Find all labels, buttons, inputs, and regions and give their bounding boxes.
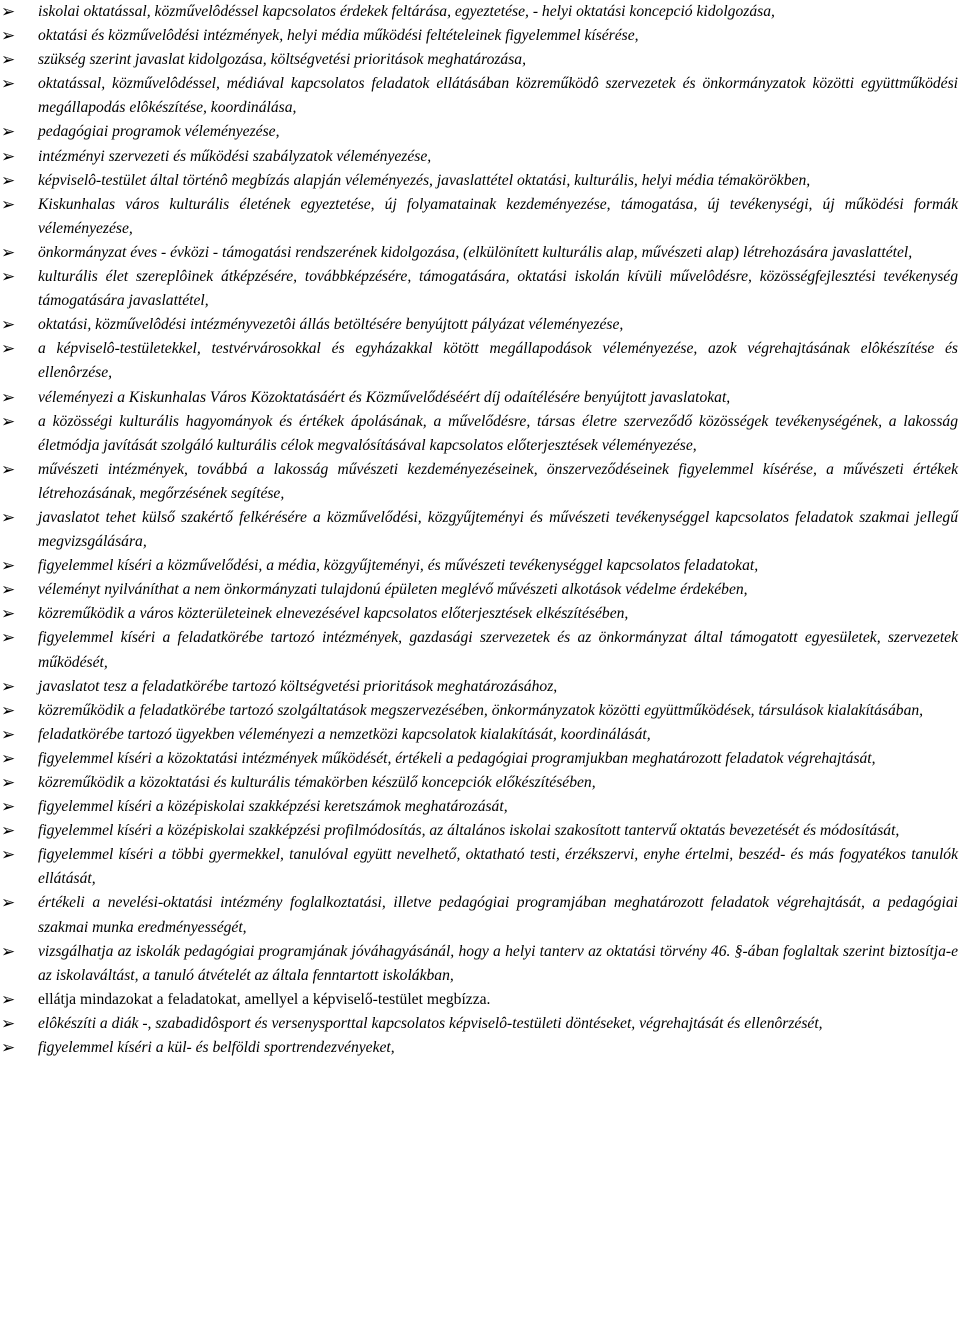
arrow-bullet-icon: ➢ <box>1 821 16 842</box>
list-item-text: figyelemmel kíséri a kül- és belföldi sportrendezvényeket, <box>38 1039 395 1057</box>
list-item-text: képviselô-testület által történô megbízás alapján véleményezés, javaslattétel oktatási, kulturális, helyi média témakörökben, <box>38 171 811 189</box>
list-item <box>0 410 958 458</box>
list-item-text: iskolai oktatással, közművelôdéssel kapcsolatos érdekek feltárása, egyeztetése, - helyi oktatási koncepció kidolgozása, <box>38 3 775 20</box>
list-item <box>0 891 958 939</box>
list-item <box>0 386 958 410</box>
list-item <box>0 313 958 337</box>
arrow-bullet-icon: ➢ <box>1 242 16 263</box>
arrow-bullet-icon: ➢ <box>1 74 16 95</box>
list-item <box>0 675 958 699</box>
arrow-bullet-icon: ➢ <box>1 2 16 22</box>
list-item-text: figyelemmel kíséri a közművelődési, a média, közgyűjteményi, és művészeti tevékenységgel kapcsolatos feladatokat, <box>38 557 759 575</box>
list-item <box>0 795 958 819</box>
list-item <box>0 0 958 24</box>
arrow-bullet-icon: ➢ <box>1 748 16 769</box>
arrow-bullet-icon: ➢ <box>1 989 16 1010</box>
list-item <box>0 602 958 626</box>
list-item-text: ellátja mindazokat a feladatokat, amellyel a képviselő-testület megbízza. <box>38 990 491 1008</box>
list-item-text: véleményezi a Kiskunhalas Város Közoktatásáért és Közművelődéséért díj odaítélésére benyújtott javaslatokat, <box>38 388 731 406</box>
list-item <box>0 723 958 747</box>
list-item <box>0 626 958 674</box>
list-item-text: figyelemmel kíséri a közoktatási intézmények működését, értékeli a pedagógiai programjukban meghatározott feladatok végrehajtását, <box>38 749 876 767</box>
list-item <box>0 265 958 313</box>
arrow-bullet-icon: ➢ <box>1 941 16 962</box>
arrow-bullet-icon: ➢ <box>1 194 16 215</box>
list-item <box>0 506 958 554</box>
arrow-bullet-icon: ➢ <box>1 387 16 408</box>
list-item <box>0 145 958 169</box>
list-item <box>0 940 958 988</box>
list-item-text: oktatással, közművelôdéssel, médiával kapcsolatos feladatok ellátásában közreműködô szervezetek és önkormányzatok közötti együttműködési megállapodás elôkészítése, koordinálása, <box>38 75 958 117</box>
list-item <box>0 699 958 723</box>
list-item-text: Kiskunhalas város kulturális életének egyeztetése, új folyamatainak kezdeményezése, támogatása, új tevékenységi, új működési formák véleményezése, <box>38 195 958 237</box>
arrow-bullet-icon: ➢ <box>1 628 16 649</box>
list-item <box>0 771 958 795</box>
list-item <box>0 988 958 1012</box>
list-item <box>0 1036 958 1060</box>
arrow-bullet-icon: ➢ <box>1 773 16 793</box>
arrow-bullet-icon: ➢ <box>1 411 16 432</box>
list-item-text: véleményt nyilváníthat a nem önkormányzati tulajdonú épületen meglévő művészeti alkotások védelme érdekében, <box>38 581 748 599</box>
list-item-text: művészeti intézmények, továbbá a lakosság művészeti kezdeményezéseinek, önszerveződéseinek figyelemmel kísérése, a művészeti értékek létrehozásának, megőrzésének segítése, <box>38 460 958 502</box>
list-item-text: a közösségi kulturális hagyományok és értékek ápolásának, a művelődésre, társas életre szerveződő közösségek tevékenységének, a lakosság életmódja javítását szolgáló kulturális célok megvalósításával kapcsolatos előterjesztések véleményezése, <box>38 412 958 454</box>
list-item <box>0 193 958 241</box>
list-item <box>0 843 958 891</box>
list-item-text: közreműködik a feladatkörébe tartozó szolgáltatások megszervezésében, önkormányzatok közötti együttműködések, társulások kialakításában, <box>38 701 924 719</box>
arrow-bullet-icon: ➢ <box>1 122 16 143</box>
list-item-text: javaslatot tehet külső szakértő felkérésére a közművelődési, közgyűjteményi és művészeti tevékenységgel kapcsolatos feladatok szakmai jellegű megvizsgálására, <box>38 508 958 551</box>
list-item-text: közreműködik a város közterületeinek elnevezésével kapcsolatos előterjesztések elkészítésében, <box>38 605 629 623</box>
list-item-text: feladatkörébe tartozó ügyekben véleményezi a nemzetközi kapcsolatok kialakítását, koordinálását, <box>38 725 651 743</box>
list-item <box>0 1012 958 1036</box>
list-item-text: kulturális élet szereplôinek átképzésére, továbbképzésére, támogatására, oktatási iskolán kívüli művelôdésre, közösségfejlesztési tevékenység támogatására javaslattétel, <box>38 268 958 310</box>
list-item <box>0 241 958 265</box>
arrow-bullet-icon: ➢ <box>1 1013 16 1034</box>
list-item <box>0 120 958 144</box>
list-item <box>0 337 958 385</box>
arrow-bullet-icon: ➢ <box>1 893 16 914</box>
list-item-text: oktatási, közművelôdési intézményvezetôi állás betöltésére benyújtott pályázat véleményezése, <box>38 316 624 334</box>
arrow-bullet-icon: ➢ <box>1 797 16 818</box>
list-item-text: elôkészíti a diák -, szabadidôsport és versenysporttal kapcsolatos képviselô-testületi döntéseket, végrehajtását és ellenôrzését, <box>38 1014 823 1032</box>
arrow-bullet-icon: ➢ <box>1 700 16 721</box>
list-item <box>0 747 958 771</box>
list-item-text: figyelemmel kíséri a feladatkörébe tartozó intézmények, gazdasági szervezetek és az önkormányzat által támogatott egyesületek, szervezetek működését, <box>38 629 958 671</box>
arrow-bullet-icon: ➢ <box>1 556 16 577</box>
list-item-text: pedagógiai programok véleményezése, <box>38 123 280 141</box>
arrow-bullet-icon: ➢ <box>1 845 16 866</box>
list-item-text: vizsgálhatja az iskolák pedagógiai programjának jóváhagyásánál, hogy a helyi tanterv az oktatási törvény 46. §-ában foglaltak szerint biztosítja-e az iskolaváltást, a tanuló átvételét az általa fenntartott iskolákban, <box>38 942 958 984</box>
list-item-text: szükség szerint javaslat kidolgozása, költségvetési prioritások meghatározása, <box>38 51 526 69</box>
arrow-bullet-icon: ➢ <box>1 676 16 697</box>
list-item <box>0 48 958 72</box>
list-item <box>0 24 958 48</box>
arrow-bullet-icon: ➢ <box>1 26 16 47</box>
arrow-bullet-icon: ➢ <box>1 459 16 480</box>
arrow-bullet-icon: ➢ <box>1 50 16 71</box>
list-item-text: közreműködik a közoktatási és kulturális témakörben készülő koncepciók előkészítésében, <box>38 774 596 791</box>
arrow-bullet-icon: ➢ <box>1 170 16 191</box>
list-item-text: oktatási és közművelôdési intézmények, helyi média működési feltételeinek figyelemmel kísérése, <box>38 27 639 45</box>
list-item-text: javaslatot tesz a feladatkörébe tartozó költségvetési prioritások meghatározásához, <box>38 677 558 695</box>
list-item-text: figyelemmel kíséri a középiskolai szakképzési profilmódosítás, az általános iskolai szakosított tantervű oktatás bevezetését és módosítását, <box>38 822 900 840</box>
arrow-bullet-icon: ➢ <box>1 315 16 336</box>
list-item-text: figyelemmel kíséri a többi gyermekkel, tanulóval együtt nevelhető, oktatható testi, érzékszervi, enyhe értelmi, beszéd- és más fogyatékos tanulók ellátását, <box>38 846 958 888</box>
list-item <box>0 72 958 120</box>
arrow-bullet-icon: ➢ <box>1 267 16 288</box>
list-item-text: intézményi szervezeti és működési szabályzatok véleményezése, <box>38 147 432 165</box>
list-item <box>0 578 958 602</box>
list-item <box>0 554 958 578</box>
arrow-bullet-icon: ➢ <box>1 580 16 601</box>
arrow-bullet-icon: ➢ <box>1 339 16 360</box>
list-item-text: figyelemmel kíséri a középiskolai szakképzési keretszámok meghatározását, <box>38 798 508 816</box>
list-item <box>0 169 958 193</box>
list-item-text: önkormányzat éves - évközi - támogatási rendszerének kidolgozása, (elkülönített kulturális alap, művészeti alap) létrehozására javaslattétel, <box>38 243 913 261</box>
list-item-text: értékeli a nevelési-oktatási intézmény foglalkoztatási, illetve pedagógiai programjában meghatározott feladatok végrehajtását, a pedagógiai szakmai munka eredményességét, <box>38 894 958 936</box>
arrow-bullet-icon: ➢ <box>1 507 16 528</box>
list-item <box>0 458 958 506</box>
arrow-bullet-icon: ➢ <box>1 146 16 167</box>
arrow-bullet-icon: ➢ <box>1 604 16 625</box>
arrow-bullet-icon: ➢ <box>1 1038 16 1059</box>
list-item-text: a képviselô-testületekkel, testvérvárosokkal és egyházakkal kötött megállapodások véleményezése, azok végrehajtásának elôkészítése és ellenôrzése, <box>38 340 958 382</box>
arrow-bullet-icon: ➢ <box>1 724 16 745</box>
list-item <box>0 819 958 843</box>
